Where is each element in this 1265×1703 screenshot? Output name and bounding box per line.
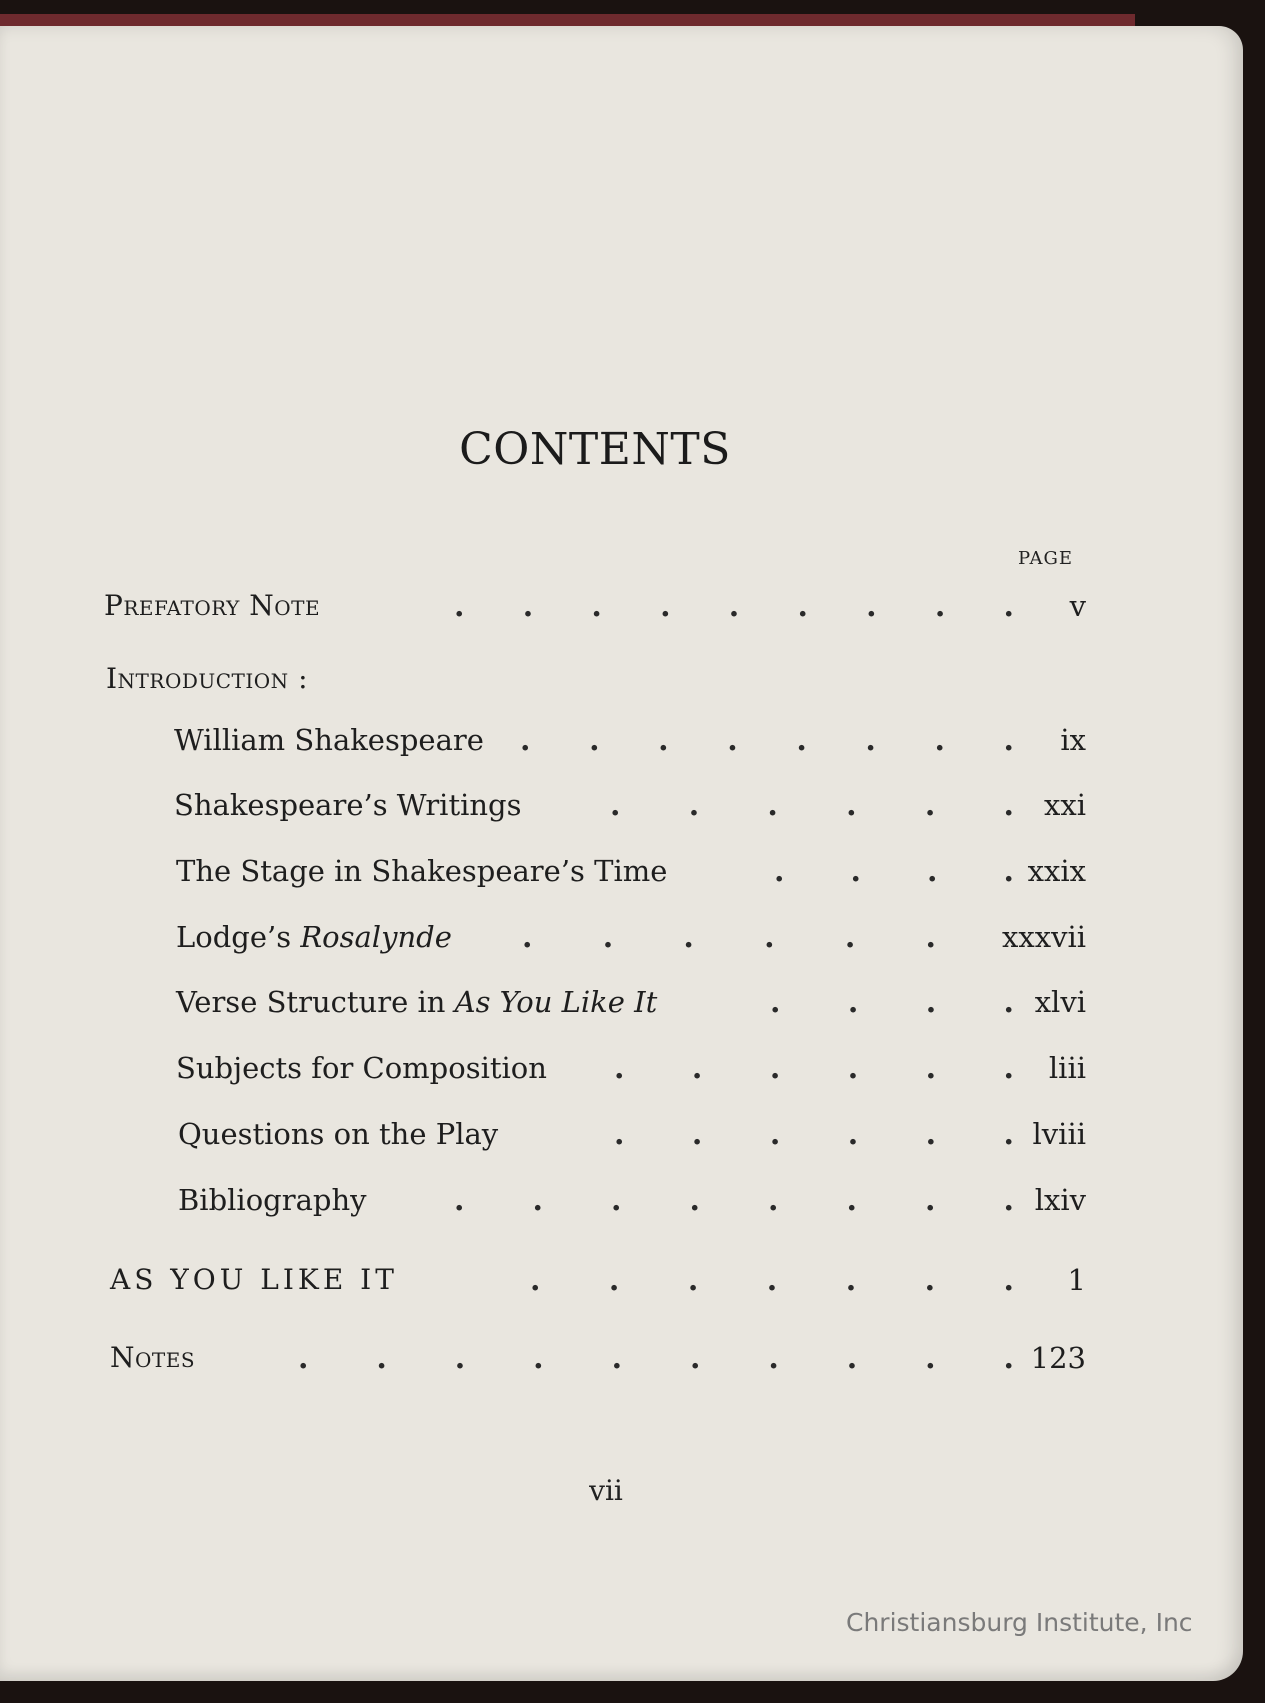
toc-entry-lodges-rosalynde (0, 920, 1100, 960)
toc-entry-page: liii (1048, 1051, 1086, 1085)
toc-entry-questions-on-the-play (0, 1117, 1100, 1157)
toc-entry-label-prefix: Lodge’s (176, 920, 301, 954)
toc-entry-label-italic: As You Like It (454, 985, 658, 1019)
leader-dots: . . . . . . . (530, 1263, 1014, 1298)
toc-entry-page: v (1069, 589, 1086, 623)
toc-entry-subjects-for-composition (0, 1051, 1100, 1091)
leader-dots: . . . . . . . . (520, 723, 1014, 758)
credit-watermark: Christiansburg Institute, Inc (846, 1608, 1193, 1637)
toc-entry-label-italic: Rosalynde (300, 920, 452, 954)
toc-entry-page: xxi (1044, 788, 1086, 822)
toc-entry-label: Shakespeare’s Writings (174, 788, 522, 822)
toc-entry-label-prefix: Verse Structure in (176, 985, 455, 1019)
leader-dots: . . . . . . . . . (454, 589, 1014, 624)
leader-dots: . . . . . . . . (454, 1183, 1014, 1218)
toc-entry-as-you-like-it (0, 1263, 1100, 1303)
leader-dots: . . . . . . (610, 788, 1014, 823)
toc-entry-page: 123 (1030, 1341, 1086, 1375)
toc-section-introduction (0, 662, 1100, 702)
toc-entry-label: The Stage in Shakespeare’s Time (176, 854, 668, 888)
leader-dots: . . . . . . . . . . (298, 1341, 1014, 1376)
toc-entry-label: AS YOU LIKE IT (110, 1263, 398, 1296)
toc-entry-page: xxix (1027, 854, 1086, 888)
toc-entry-page: xlvi (1034, 985, 1086, 1019)
toc-entry-stage (0, 854, 1100, 894)
toc-entry-label: Prefatory Note (104, 589, 321, 622)
page-folio: vii (589, 1474, 623, 1507)
toc-entry-label: Notes (110, 1341, 196, 1374)
toc-entry-shakespeares-writings (0, 788, 1100, 828)
leader-dots: . . . . . . (614, 1117, 1014, 1152)
toc-entry-label: Subjects for Composition (176, 1051, 547, 1085)
toc-entry-prefatory-note (0, 589, 1100, 629)
toc-entry-label: Questions on the Play (178, 1117, 499, 1151)
toc-entry-label: William Shakespeare (174, 723, 484, 757)
page-column-label: PAGE (1018, 548, 1073, 569)
toc-entry-page: xxxvii (1002, 920, 1086, 954)
book-page (0, 26, 1243, 1681)
page-title: CONTENTS (459, 424, 731, 475)
toc-entry-label: Introduction : (106, 662, 309, 695)
toc-entry-page: lxiv (1034, 1183, 1086, 1217)
toc-entry-verse-structure (0, 985, 1100, 1025)
toc-entry-bibliography (0, 1183, 1100, 1223)
leader-dots: . . . . . . (522, 920, 936, 955)
toc-entry-page: lviii (1032, 1117, 1086, 1151)
toc-entry-william-shakespeare (0, 723, 1100, 763)
leader-dots: . . . . . . (614, 1051, 1014, 1086)
toc-entry-page: ix (1060, 723, 1086, 757)
leader-dots: . . . . (770, 985, 1014, 1020)
leader-dots: . . . . (774, 854, 1014, 889)
toc-entry-page: 1 (1067, 1263, 1086, 1297)
toc-entry-notes (0, 1341, 1100, 1381)
toc-entry-label: Bibliography (178, 1183, 367, 1217)
